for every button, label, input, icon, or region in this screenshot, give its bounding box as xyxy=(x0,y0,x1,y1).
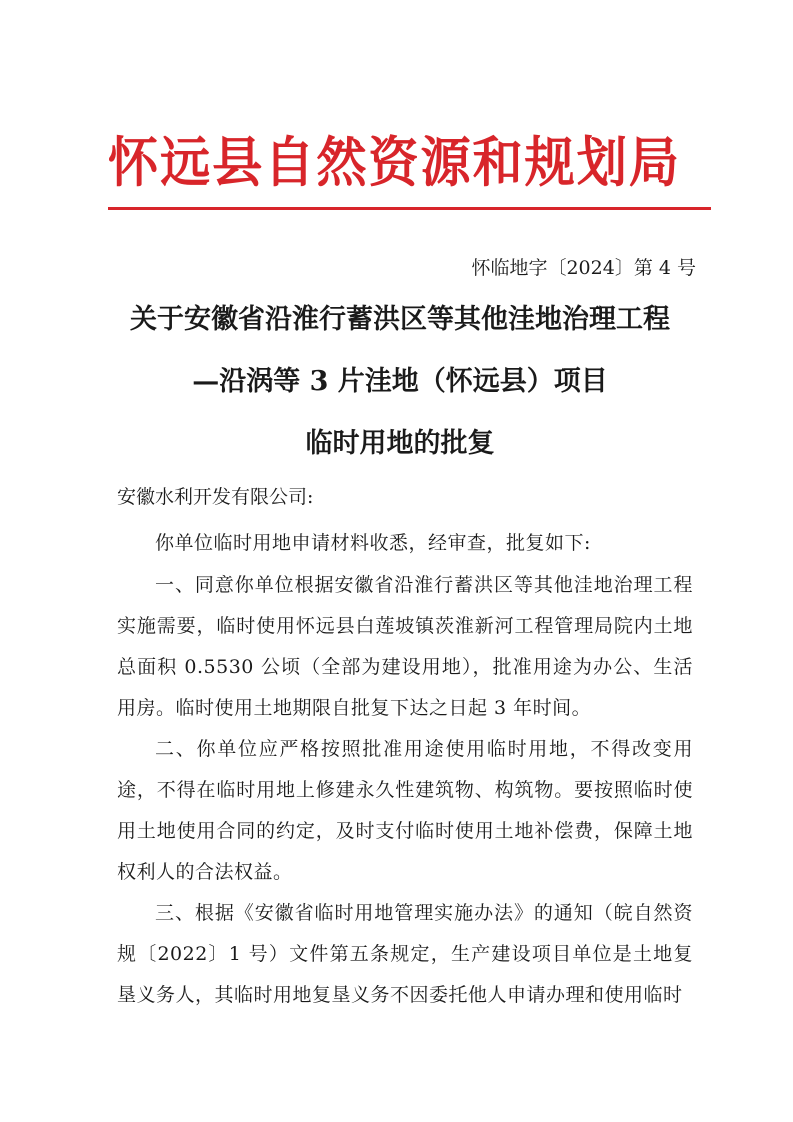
agency-letterhead: 怀远县自然资源和规划局 xyxy=(108,130,681,194)
paragraph-intro: 你单位临时用地申请材料收悉，经审查，批复如下: xyxy=(155,532,591,554)
document-title-line-3: 临时用地的批复 xyxy=(305,428,495,459)
paragraph-item-2: 二、你单位应严格按照批准用途使用临时用地，不得改变用途，不得在临时用地上修建永久性建筑物、构筑物。要按照临时使用土地使用合同的约定，及时支付临时使用土地补偿费，保障土地权利人的合法权益。 xyxy=(117,738,693,883)
paragraph-item-3: 三、根据《安徽省临时用地管理实施办法》的通知（皖自然资规〔2022〕1 号）文件第五条规定，生产建设项目单位是土地复垦义务人，其临时用地复垦义务不因委托他人申请办理和使用临时 xyxy=(117,902,693,1006)
addressee: 安徽水利开发有限公司: xyxy=(117,486,314,508)
document-title-line-2: —沿涡等 3 片洼地（怀远县）项目 xyxy=(192,366,608,397)
document-title-line-1: 关于安徽省沿淮行蓄洪区等其他洼地治理工程 xyxy=(130,304,670,335)
letterhead-red-rule xyxy=(108,207,711,210)
paragraph-item-1: 一、同意你单位根据安徽省沿淮行蓄洪区等其他洼地治理工程实施需要，临时使用怀远县白莲坡镇茨淮新河工程管理局院内土地总面积 0.5530 公顷（全部为建设用地），批准用途为办公、生活用房。临时使用土地期限自批复下达之日起 3 年时间。 xyxy=(117,574,693,719)
document-number: 怀临地字〔2024〕第 4 号 xyxy=(471,257,696,279)
